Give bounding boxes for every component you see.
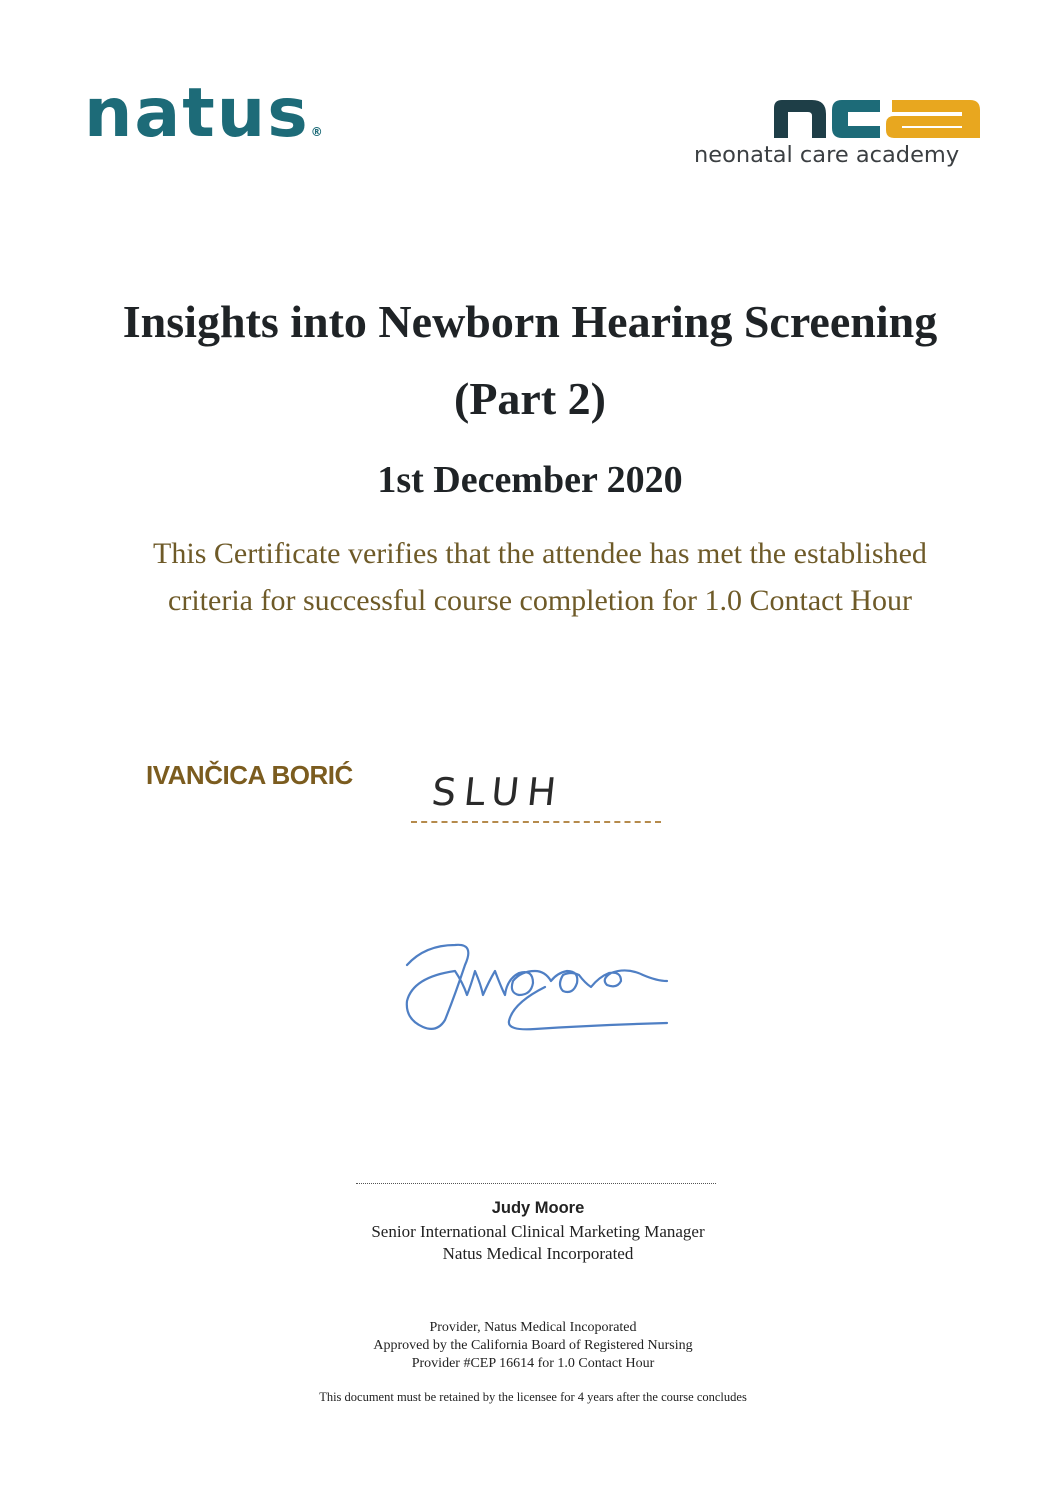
nca-logo [690, 96, 990, 186]
nca-logo-text: nca [690, 96, 692, 97]
natus-logo [84, 74, 323, 153]
provider-line-2: Approved by the California Board of Registered Nursing [373, 1338, 693, 1353]
signatory-name: Judy Moore [491, 1199, 585, 1217]
entry-underline [411, 821, 661, 823]
attendee-name: IVANČICA BORIĆ [146, 760, 353, 790]
course-title-part: (Part 2) [454, 373, 606, 424]
course-title: Insights into Newborn Hearing Screening [122, 296, 938, 347]
signature-line [356, 1183, 716, 1184]
verification-text-line-1: This Certificate verifies that the attendee has met the established [153, 537, 927, 570]
handwritten-entry: SLUH [429, 770, 567, 814]
nca-tagline: neonatal care academy [694, 142, 960, 168]
provider-line-1: Provider, Natus Medical Incoporated [429, 1320, 637, 1335]
nca-logo-c [832, 100, 880, 138]
registered-mark: ® [310, 125, 323, 139]
handwritten-signature [395, 925, 685, 1045]
signatory-organization: Natus Medical Incorporated [442, 1244, 634, 1263]
natus-logo-text: natus [84, 74, 310, 153]
nca-logo-n [774, 100, 826, 138]
signatory-title: Senior International Clinical Marketing Manager [371, 1222, 705, 1241]
provider-line-3: Provider #CEP 16614 for 1.0 Contact Hour [411, 1356, 655, 1371]
retention-notice: This document must be retained by the licensee for 4 years after the course concludes [319, 1390, 747, 1404]
nca-logo-a [886, 100, 980, 138]
course-date: 1st December 2020 [377, 459, 683, 501]
verification-text-line-2: criteria for successful course completion for 1.0 Contact Hour [168, 584, 912, 617]
